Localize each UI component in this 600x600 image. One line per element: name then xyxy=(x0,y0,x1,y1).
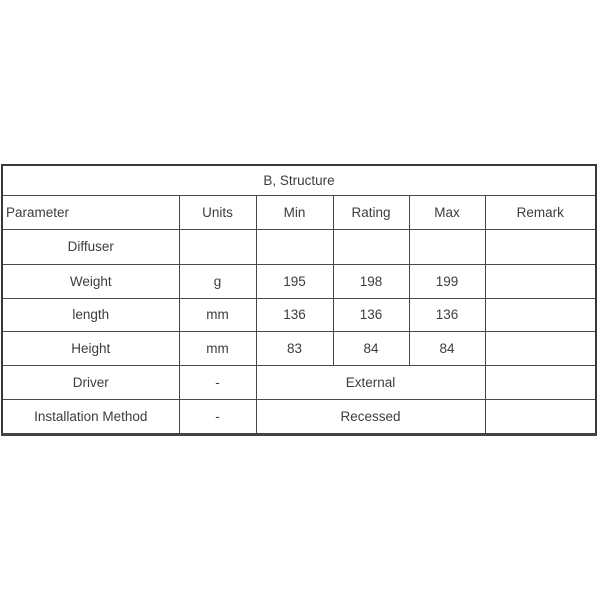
table-row xyxy=(2,399,596,434)
cell-merged-value: Recessed xyxy=(256,399,485,434)
cell-remark xyxy=(485,399,596,434)
cell-units xyxy=(179,229,256,264)
row-label-installation-method: Installation Method xyxy=(2,399,179,434)
cell-rating: 198 xyxy=(333,264,409,298)
cell-rating xyxy=(333,229,409,264)
column-header-max: Max xyxy=(409,195,485,229)
cell-remark xyxy=(485,264,596,298)
row-label-weight: Weight xyxy=(2,264,179,298)
table-row xyxy=(2,365,596,399)
column-header-rating: Rating xyxy=(333,195,409,229)
row-label-length: length xyxy=(2,298,179,331)
cell-max: 84 xyxy=(409,331,485,365)
section-title: B, Structure xyxy=(2,165,596,195)
cell-remark xyxy=(485,365,596,399)
cell-units: - xyxy=(179,365,256,399)
cell-min: 136 xyxy=(256,298,333,331)
cell-rating: 84 xyxy=(333,331,409,365)
cell-units: mm xyxy=(179,298,256,331)
table-title-row xyxy=(2,165,596,195)
row-label-height: Height xyxy=(2,331,179,365)
cell-merged-value: External xyxy=(256,365,485,399)
row-label-driver: Driver xyxy=(2,365,179,399)
column-header-parameter: Parameter xyxy=(2,195,179,229)
cell-min: 195 xyxy=(256,264,333,298)
cell-units: mm xyxy=(179,331,256,365)
cell-max: 136 xyxy=(409,298,485,331)
table-row xyxy=(2,331,596,365)
cell-remark xyxy=(485,331,596,365)
structure-spec-table xyxy=(1,164,597,436)
cell-remark xyxy=(485,298,596,331)
row-label-diffuser: Diffuser xyxy=(2,229,179,264)
cell-min xyxy=(256,229,333,264)
cell-rating: 136 xyxy=(333,298,409,331)
cell-min: 83 xyxy=(256,331,333,365)
cell-max: 199 xyxy=(409,264,485,298)
cell-remark xyxy=(485,229,596,264)
table-row xyxy=(2,229,596,264)
table-header-row xyxy=(2,195,596,229)
column-header-units: Units xyxy=(179,195,256,229)
table-row xyxy=(2,298,596,331)
table-row xyxy=(2,264,596,298)
column-header-min: Min xyxy=(256,195,333,229)
cell-units: - xyxy=(179,399,256,434)
column-header-remark: Remark xyxy=(485,195,596,229)
cell-max xyxy=(409,229,485,264)
cell-units: g xyxy=(179,264,256,298)
